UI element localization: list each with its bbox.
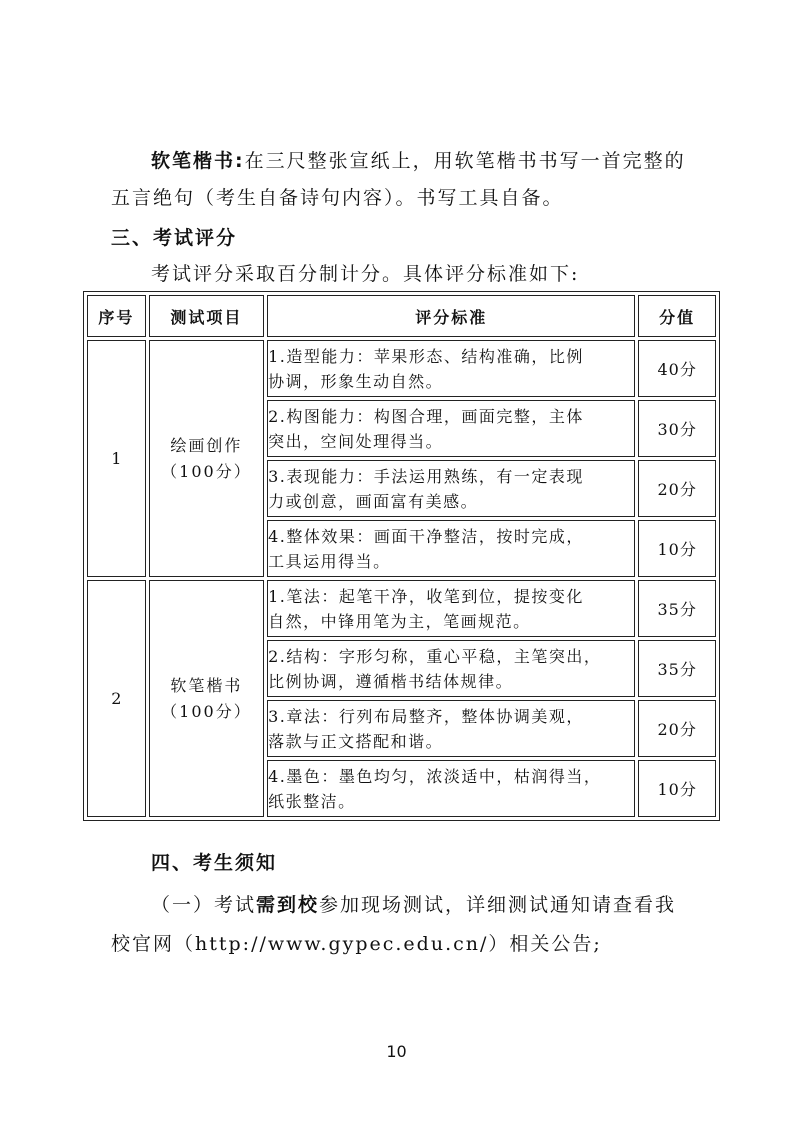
group-item-points: （100分） <box>161 701 252 721</box>
criterion-points: 35分 <box>638 640 716 697</box>
criterion-line: 纸张整洁。 <box>268 791 356 811</box>
group-item-name: 软笔楷书 <box>170 675 243 695</box>
page-number: 10 <box>386 1042 407 1061</box>
criterion-points: 30分 <box>638 400 716 457</box>
criterion-line: 4.墨色：墨色均匀，浓淡适中，枯润得当， <box>268 766 602 786</box>
calligraphy-paragraph-line-2: 五言绝句（考生自备诗句内容）。书写工具自备。 <box>111 187 564 209</box>
criterion-points: 20分 <box>638 700 716 757</box>
criterion-cell <box>267 700 635 757</box>
criterion-line: 4.整体效果：画面干净整洁，按时完成， <box>268 526 584 546</box>
criterion-points: 40分 <box>638 340 716 397</box>
criterion-points: 35分 <box>638 580 716 637</box>
criterion-line: 工具运用得当。 <box>268 551 391 571</box>
header-seq: 序号 <box>87 295 146 337</box>
scoring-table <box>83 291 720 821</box>
group-number: 1 <box>87 340 146 577</box>
header-item: 测试项目 <box>149 295 264 337</box>
criterion-cell <box>267 460 635 517</box>
group-number: 2 <box>87 580 146 817</box>
criterion-line: 力或创意，画面富有美感。 <box>268 491 479 511</box>
note1-bold: 需到校 <box>256 894 320 916</box>
criterion-line: 3.表现能力：手法运用熟练，有一定表现 <box>268 466 584 486</box>
criterion-line: 1.笔法：起笔干净，收笔到位，提按变化 <box>268 586 584 606</box>
criterion-points: 10分 <box>638 520 716 577</box>
criterion-cell <box>267 760 635 817</box>
criterion-cell <box>267 400 635 457</box>
criterion-line: 协调，形象生动自然。 <box>268 371 444 391</box>
criterion-line: 比例协调，遵循楷书结体规律。 <box>268 671 514 691</box>
group-item-points: （100分） <box>161 461 252 481</box>
calligraphy-label: 软笔楷书: <box>151 150 245 172</box>
table-header-row <box>87 295 716 337</box>
group-item-name: 绘画创作 <box>170 435 243 455</box>
section3-heading: 三、考试评分 <box>111 227 238 249</box>
criterion-line: 突出，空间处理得当。 <box>268 431 444 451</box>
criterion-line: 3.章法：行列布局整齐，整体协调美观， <box>268 706 584 726</box>
note1-line-2: 校官网（http://www.gypec.edu.cn/）相关公告; <box>111 933 602 955</box>
calligraphy-paragraph-line-1 <box>151 149 686 173</box>
table-row <box>87 580 716 637</box>
calligraphy-text-1: 在三尺整张宣纸上，用软笔楷书书写一首完整的 <box>244 150 686 172</box>
note1-line-1 <box>151 893 676 917</box>
group-item <box>149 580 264 817</box>
note1-prefix: （一）考试 <box>151 894 257 916</box>
section3-intro: 考试评分采取百分制计分。具体评分标准如下: <box>151 263 580 285</box>
note1-suffix: 参加现场测试，详细测试通知请查看我 <box>319 894 677 916</box>
header-standard: 评分标准 <box>267 295 635 337</box>
criterion-line: 2.结构：字形匀称，重心平稳，主笔突出， <box>268 646 602 666</box>
criterion-cell <box>267 340 635 397</box>
criterion-cell <box>267 580 635 637</box>
criterion-line: 1.造型能力：苹果形态、结构准确，比例 <box>268 346 584 366</box>
criterion-line: 2.构图能力：构图合理，画面完整，主体 <box>268 406 584 426</box>
criterion-cell <box>267 640 635 697</box>
criterion-points: 20分 <box>638 460 716 517</box>
criterion-points: 10分 <box>638 760 716 817</box>
criterion-line: 落款与正文搭配和谐。 <box>268 731 444 751</box>
group-item <box>149 340 264 577</box>
criterion-cell <box>267 520 635 577</box>
section4-heading: 四、考生须知 <box>151 852 278 874</box>
criterion-line: 自然，中锋用笔为主，笔画规范。 <box>268 611 531 631</box>
table-row <box>87 340 716 397</box>
header-points: 分值 <box>638 295 716 337</box>
